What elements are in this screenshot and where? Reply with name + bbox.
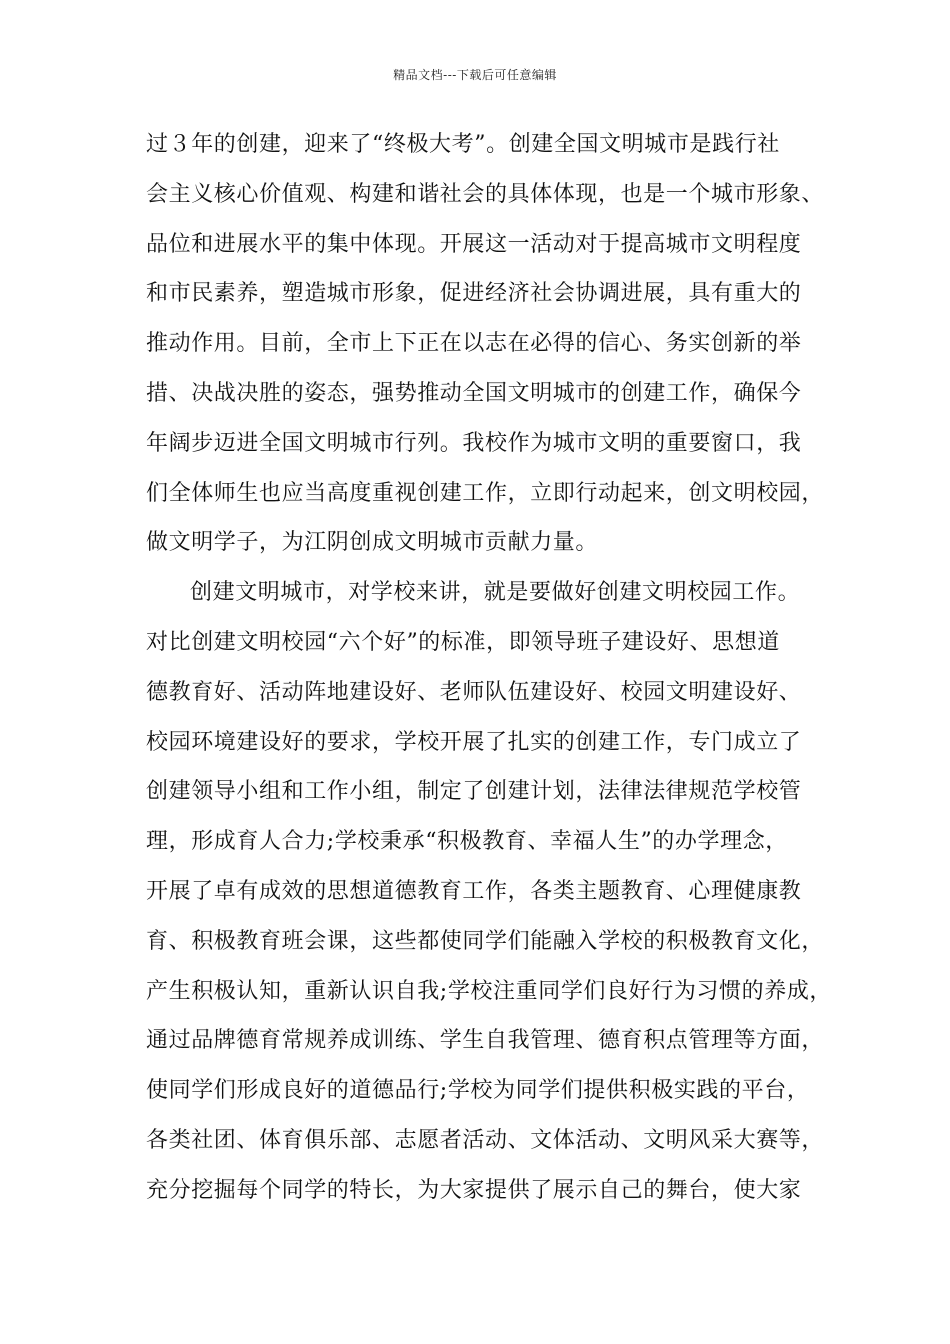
text-line: 会主义核心价值观、构建和谐社会的具体体现，也是一个城市形象、 [146, 181, 825, 207]
text-line: 通过品牌德育常规养成训练、学生自我管理、德育积点管理等方面， [146, 1028, 825, 1054]
text-line: 和市民素养，塑造城市形象，促进经济社会协调进展，具有重大的 [146, 281, 802, 307]
text-line: 使同学们形成良好的道德品行;学校为同学们提供积极实践的平台， [146, 1078, 810, 1104]
text-line: 德教育好、活动阵地建设好、老师队伍建设好、校园文明建设好、 [146, 679, 802, 705]
text-line: 产生积极认知，重新认识自我;学校注重同学们良好行为习惯的养成， [146, 978, 833, 1004]
page-header: 精品文档---下载后可任意编辑 [393, 68, 557, 82]
text-line: 各类社团、体育俱乐部、志愿者活动、文体活动、文明风采大赛等， [146, 1128, 825, 1153]
text-line: 创建文明城市，对学校来讲，就是要做好创建文明校园工作。 [190, 580, 801, 606]
text-line: 校园环境建设好的要求，学校开展了扎实的创建工作，专门成立了 [146, 729, 802, 755]
text-line: 理，形成育人合力;学校秉承“积极教育、幸福人生”的办学理念， [146, 829, 788, 855]
text-line: 对比创建文明校园“六个好”的标准，即领导班子建设好、思想道 [146, 630, 780, 655]
text-line: 过３年的创建，迎来了“终极大考”。创建全国文明城市是践行社 [146, 132, 780, 157]
text-line: 做文明学子，为江阴创成文明城市贡献力量。 [146, 530, 599, 556]
text-line: 们全体师生也应当高度重视创建工作，立即行动起来，创文明校园， [146, 480, 825, 506]
text-line: 育、积极教育班会课，这些都使同学们能融入学校的积极教育文化， [146, 928, 825, 954]
text-line: 推动作用。目前，全市上下正在以志在必得的信心、务实创新的举 [146, 331, 802, 357]
text-line: 年阔步迈进全国文明城市行列。我校作为城市文明的重要窗口，我 [146, 430, 802, 456]
text-line: 品位和进展水平的集中体现。开展这一活动对于提高城市文明程度 [146, 231, 802, 257]
text-line: 创建领导小组和工作小组，制定了创建计划，法律法律规范学校管 [146, 779, 802, 805]
text-line: 措、决战决胜的姿态，强势推动全国文明城市的创建工作，确保今 [146, 381, 802, 406]
text-line: 开展了卓有成效的思想道德教育工作，各类主题教育、心理健康教 [146, 879, 802, 904]
text-line: 充分挖掘每个同学的特长，为大家提供了展示自己的舞台，使大家 [146, 1177, 802, 1203]
